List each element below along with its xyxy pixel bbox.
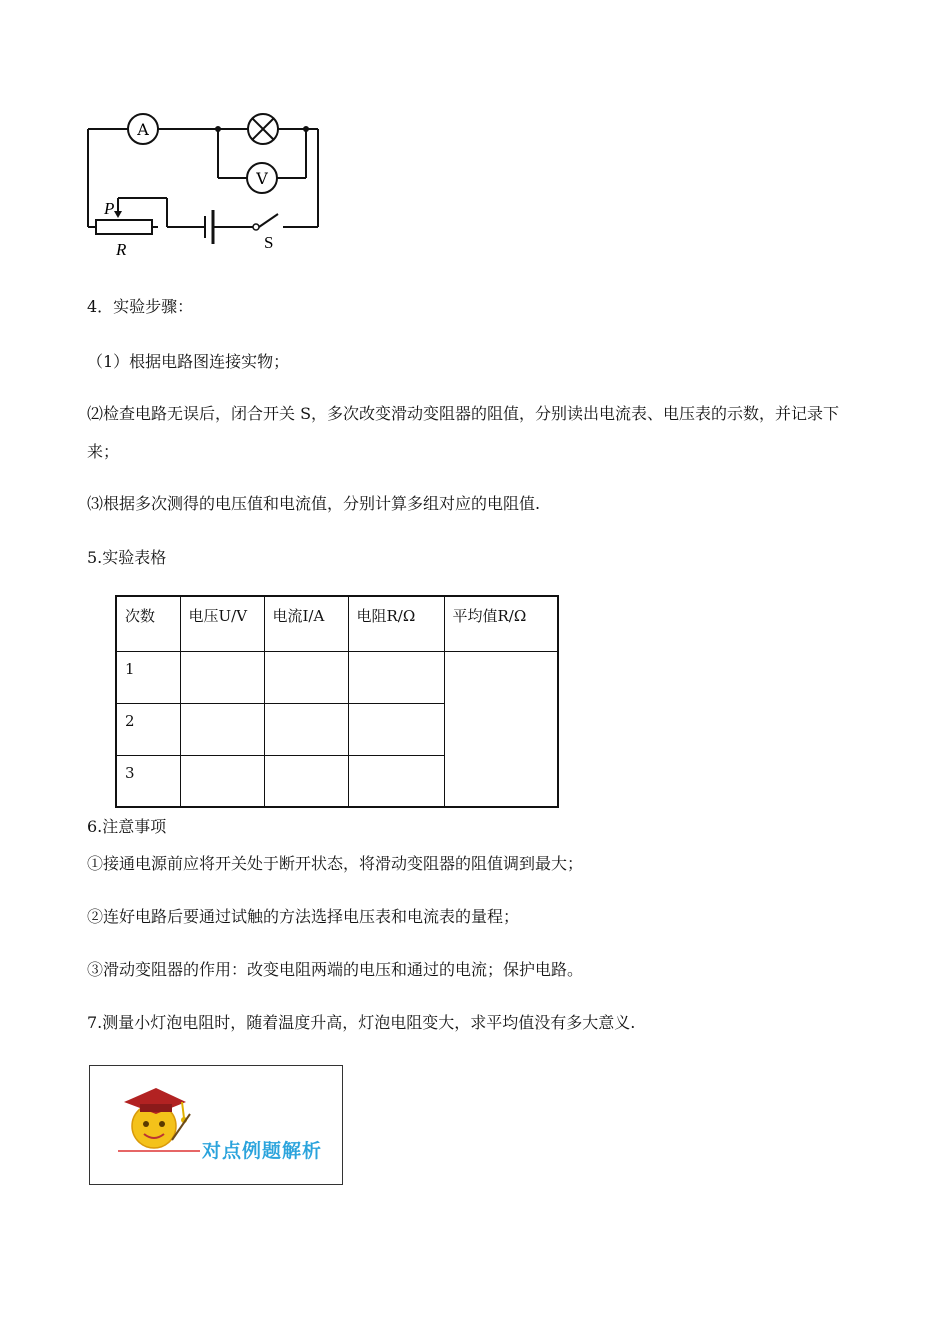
row-index: 3 xyxy=(116,755,180,807)
ammeter-label: A xyxy=(137,120,149,139)
step4-item-2: ⑵检查电路无误后，闭合开关 S，多次改变滑动变阻器的阻值，分别读出电流表、电压表的示数，并记录下来； xyxy=(87,404,840,461)
table-title: 5.实验表格 xyxy=(87,548,167,567)
circuit-diagram xyxy=(80,110,330,260)
table-row xyxy=(116,651,558,703)
table-cell xyxy=(348,703,444,755)
table-cell xyxy=(348,651,444,703)
step4-item-1: （1）根据电路图连接实物； xyxy=(87,352,290,371)
step4-item-3: ⑶根据多次测得的电压值和电流值，分别计算多组对应的电阻值. xyxy=(87,494,541,513)
row-index: 2 xyxy=(116,703,180,755)
voltmeter-symbol xyxy=(247,163,277,193)
header-voltage: 电压U/V xyxy=(180,596,264,651)
table-cell xyxy=(348,755,444,807)
table-cell xyxy=(180,651,264,703)
step4-title: 4．实验步骤： xyxy=(87,297,194,316)
table-cell xyxy=(264,651,348,703)
notes-title: 6.注意事项 xyxy=(87,817,167,836)
badge-text: 对点例题解析 xyxy=(202,1140,323,1162)
table-cell xyxy=(264,755,348,807)
slider-label: P xyxy=(104,199,115,218)
experiment-table xyxy=(115,595,559,808)
lamp-symbol xyxy=(248,114,278,144)
voltmeter-label: V xyxy=(256,169,268,188)
average-cell xyxy=(444,651,558,807)
mascot-icon xyxy=(110,1080,200,1160)
header-count: 次数 xyxy=(116,596,180,651)
ammeter-symbol xyxy=(128,114,158,144)
header-average: 平均值R/Ω xyxy=(444,596,558,651)
table-cell xyxy=(180,703,264,755)
table-header-row xyxy=(116,596,558,651)
note-item-3: ③滑动变阻器的作用：改变电阻两端的电压和通过的电流；保护电路。 xyxy=(87,960,584,979)
table-cell xyxy=(264,703,348,755)
row-index: 1 xyxy=(116,651,180,703)
header-resistance: 电阻R/Ω xyxy=(348,596,444,651)
switch-label: S xyxy=(264,233,274,252)
note-item-1: ①接通电源前应将开关处于断开状态，将滑动变阻器的阻值调到最大； xyxy=(87,854,584,873)
header-current: 电流I/A xyxy=(264,596,348,651)
item-7: 7.测量小灯泡电阻时，随着温度升高，灯泡电阻变大，求平均值没有多大意义. xyxy=(87,1013,636,1032)
table-cell xyxy=(180,755,264,807)
rheostat-label: R xyxy=(116,240,127,259)
example-analysis-badge xyxy=(89,1065,343,1185)
note-item-2: ②连好电路后要通过试触的方法选择电压表和电流表的量程； xyxy=(87,907,520,926)
